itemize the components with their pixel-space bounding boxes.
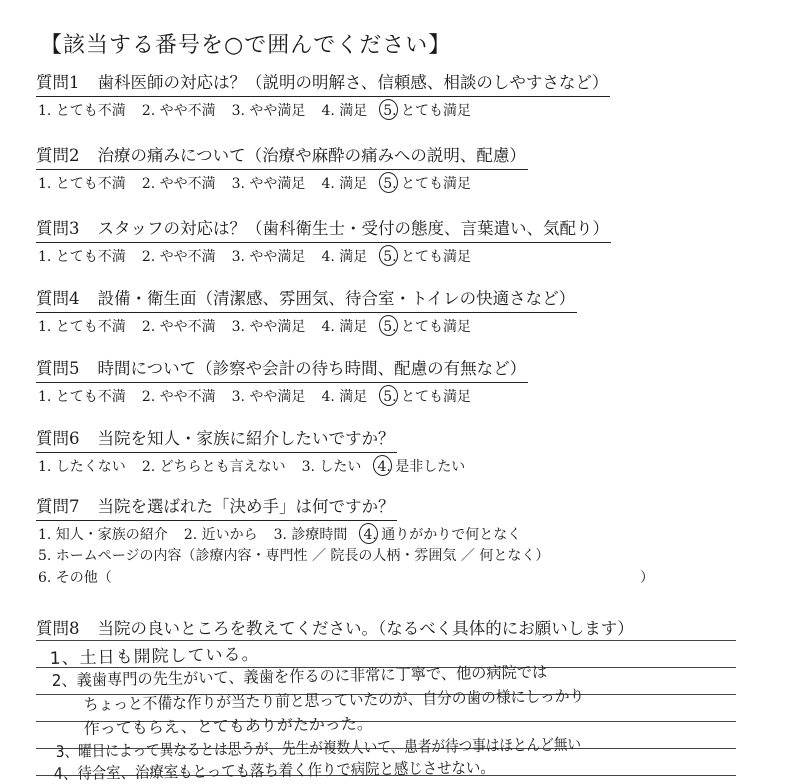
question-7-option-5[interactable]: 5. ホームページの内容（診療内容・専門性 ／ 院長の人柄・雰囲気 ／ 何となく） [38, 548, 550, 564]
rating-option[interactable]: 5. とても満足 [383, 176, 472, 192]
rating-option[interactable]: 3. やや満足 [231, 103, 306, 119]
question-6-options [36, 457, 481, 477]
rating-option[interactable]: 4. 満足 [321, 319, 368, 335]
question-7-options-line1 [36, 525, 549, 545]
question-2-title [36, 145, 528, 170]
question-8-text: 当院の良いところを教えてください。（なるべく具体的にお願いします） [97, 619, 634, 638]
handwritten-answer-line: 2、義歯専門の先生がいて、義歯を作るのに非常に丁寧で、他の病院では [51, 662, 548, 691]
handwritten-answer-line: 作ってもらえ、とてもありがたかった。 [83, 713, 373, 739]
question-2-number: 質問2 [36, 146, 80, 165]
rating-option[interactable]: 3. やや満足 [231, 389, 306, 405]
question-3 [36, 218, 611, 267]
question-5 [36, 358, 528, 407]
rating-option[interactable]: 4. 満足 [321, 176, 368, 192]
question-4 [36, 288, 577, 337]
question-6 [36, 428, 481, 477]
question-7-number: 質問7 [36, 497, 80, 516]
rating-option[interactable]: 2. やや不満 [141, 249, 216, 265]
rating-option[interactable]: 4. 満足 [321, 389, 368, 405]
handwritten-answer-line: 3、曜日によって異なるとは思うが、先生が複数人いて、患者が待つ事はほとんど無い [55, 734, 582, 762]
question-6-number: 質問6 [36, 429, 80, 448]
question-6-text: 当院を知人・家族に紹介したいですか？ [97, 429, 395, 448]
question-5-options [36, 387, 528, 407]
choice-option[interactable]: 3. 診療時間 [273, 527, 348, 543]
rating-option[interactable]: 1. したくない [38, 459, 126, 475]
question-4-title [36, 288, 577, 313]
question-7 [36, 496, 654, 589]
question-7-option-6[interactable] [36, 567, 654, 589]
rating-option[interactable]: 2. やや不満 [141, 319, 216, 335]
question-5-text: 時間について（診察や会計の待ち時間、配慮の有無など） [97, 359, 527, 378]
rating-option[interactable]: 3. やや満足 [231, 176, 306, 192]
rating-option[interactable]: 1. とても不満 [38, 176, 126, 192]
question-2 [36, 145, 528, 194]
question-8 [36, 618, 636, 642]
question-4-options [36, 317, 577, 337]
rating-option[interactable]: 2. やや不満 [141, 389, 216, 405]
choice-option[interactable]: 2. 近いから [183, 527, 258, 543]
question-1-title [36, 72, 610, 97]
rating-option[interactable]: 5. とても満足 [383, 389, 472, 405]
question-1-options [36, 101, 610, 121]
question-2-text: 治療の痛みについて（治療や麻酔の痛みへの説明、配慮） [97, 146, 526, 165]
rating-option[interactable]: 3. やや満足 [231, 249, 306, 265]
question-8-number: 質問8 [36, 619, 80, 638]
rating-option[interactable]: 1. とても不満 [38, 103, 126, 119]
rating-option[interactable]: 3. やや満足 [231, 319, 306, 335]
question-3-title [36, 218, 611, 243]
rating-option[interactable]: 1. とても不満 [38, 249, 126, 265]
question-1-text: 歯科医師の対応は？（説明の明解さ、信頼感、相談のしやすさなど） [97, 73, 609, 92]
handwritten-answer-line: 1、土日も開院している。 [49, 644, 260, 669]
instruction-header: 【該当する番号を○で囲んでください】 [40, 33, 452, 58]
choice-option[interactable]: 4. 通りがかりで何となく [363, 527, 522, 543]
rating-option[interactable]: 1. とても不満 [38, 319, 126, 335]
question-2-options [36, 174, 528, 194]
question-7-option-6-close: ） [640, 570, 654, 586]
question-3-options [36, 247, 611, 267]
rating-option[interactable]: 5. とても満足 [383, 249, 472, 265]
question-1 [36, 72, 610, 121]
rating-option[interactable]: 5. とても満足 [383, 103, 472, 119]
question-4-number: 質問4 [36, 289, 80, 308]
question-8-title [36, 618, 636, 642]
rating-option[interactable]: 1. とても不満 [38, 389, 126, 405]
rating-option[interactable]: 4. 是非したい [377, 459, 466, 475]
rating-option[interactable]: 4. 満足 [321, 249, 368, 265]
question-3-number: 質問3 [36, 219, 80, 238]
question-3-text: スタッフの対応は？（歯科衛生士・受付の態度、言葉遣い、気配り） [97, 219, 609, 238]
question-4-text: 設備・衛生面（清潔感、雰囲気、待合室・トイレの快適さなど） [97, 289, 576, 308]
handwritten-answer-line: 4、待合室、治療室もとっても落ち着く作りで病院と感じさせない。 [53, 757, 495, 784]
question-5-title [36, 358, 528, 383]
rating-option[interactable]: 4. 満足 [321, 103, 368, 119]
rating-option[interactable]: 2. どちらとも言えない [141, 459, 286, 475]
question-6-title [36, 428, 397, 453]
choice-option[interactable]: 1. 知人・家族の紹介 [38, 527, 168, 543]
question-1-number: 質問1 [36, 73, 80, 92]
rating-option[interactable]: 2. やや不満 [141, 176, 216, 192]
question-7-option-6-label: 6. その他（ [38, 570, 112, 586]
question-7-text: 当院を選ばれた「決め手」は何ですか？ [97, 497, 395, 516]
question-7-title [36, 496, 397, 521]
handwritten-answer-line: ちょっと不備な作りが当たり前と思っていたのが、自分の歯の様にしっかり [83, 686, 585, 715]
answer-line-1 [36, 640, 736, 641]
rating-option[interactable]: 2. やや不満 [141, 103, 216, 119]
question-5-number: 質問5 [36, 359, 80, 378]
rating-option[interactable]: 5. とても満足 [383, 319, 472, 335]
rating-option[interactable]: 3. したい [301, 459, 362, 475]
